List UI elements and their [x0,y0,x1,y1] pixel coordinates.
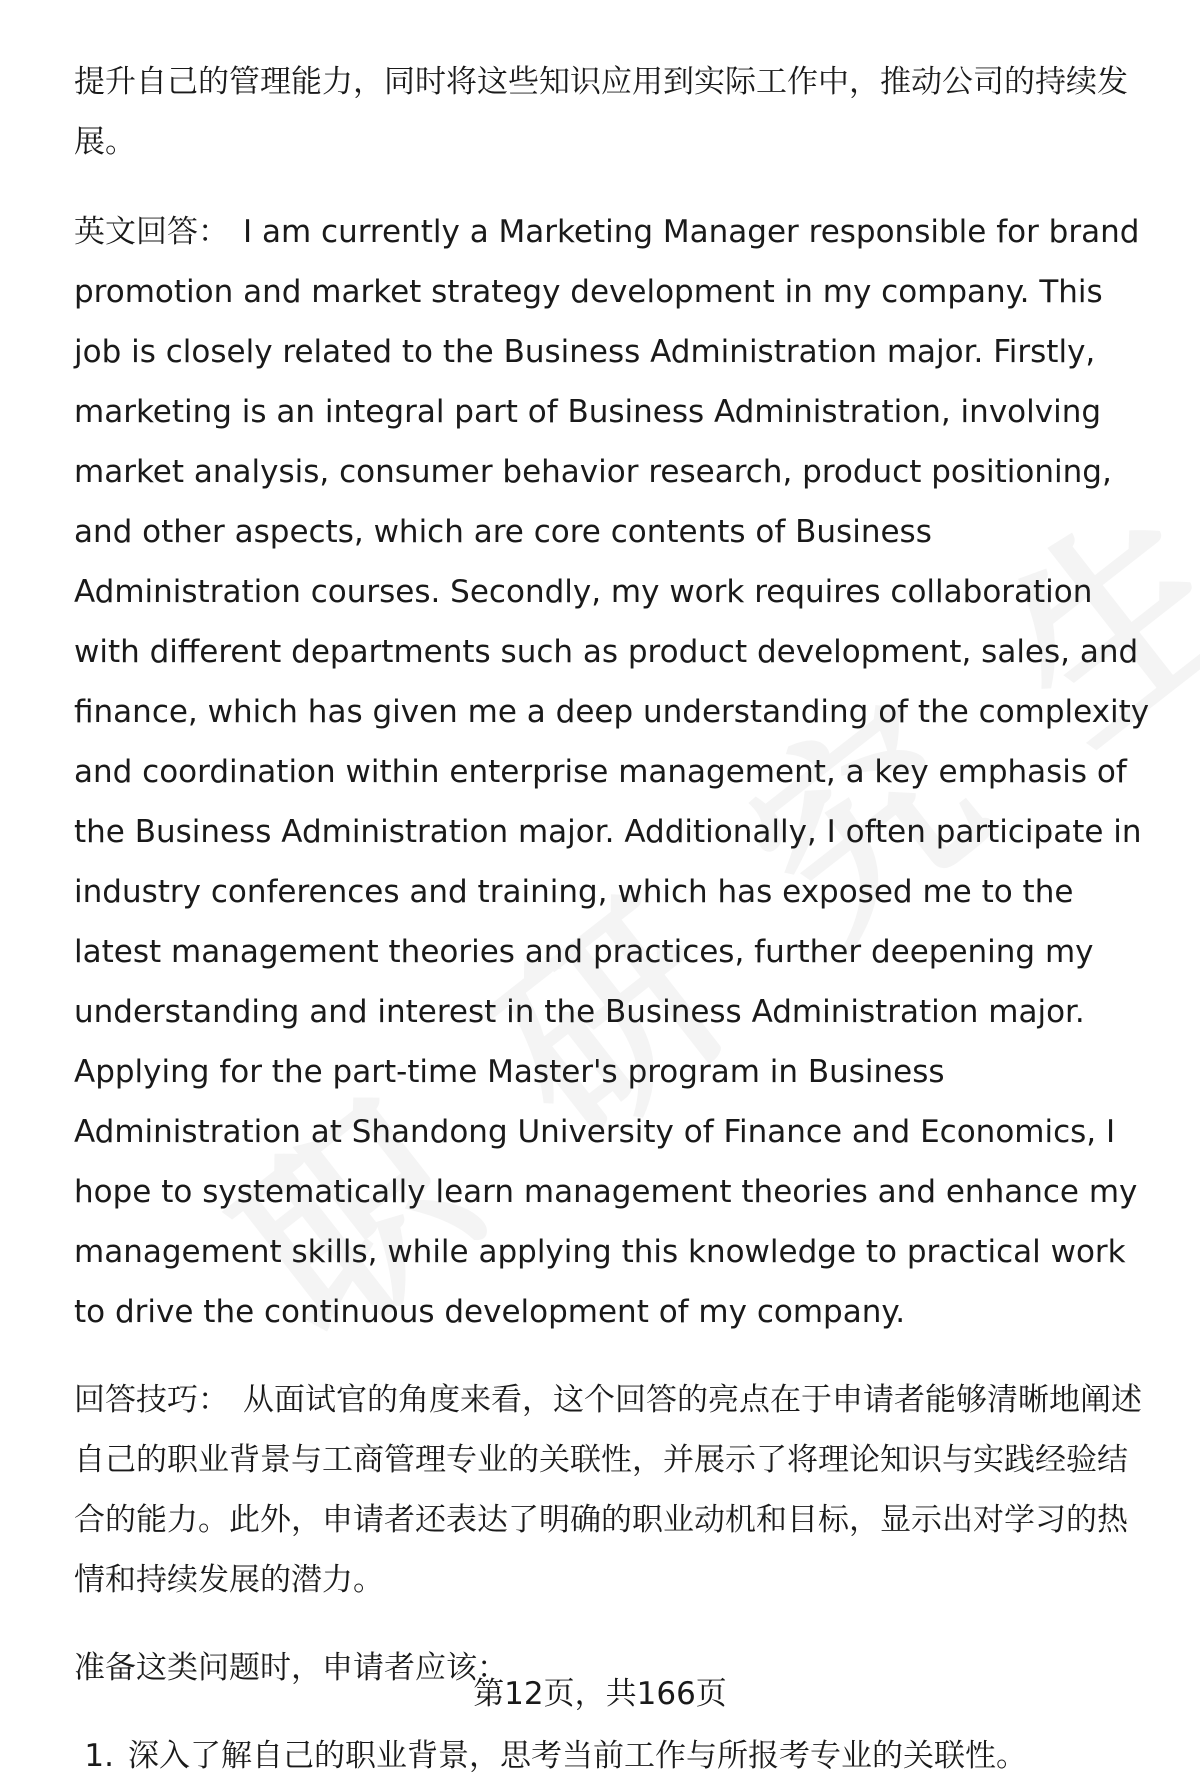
list-item [74,1726,1154,1786]
list-item-number: 1. [84,1738,114,1774]
preparation-intro-text: 准备这类问题时，申请者应该： [74,1650,508,1686]
intro-text: 提升自己的管理能力，同时将这些知识应用到实际工作中，推动公司的持续发展。 [74,64,1128,160]
answer-tips-paragraph [74,1370,1154,1610]
english-answer-paragraph [74,202,1154,1342]
answer-tips-label: 回答技巧： [74,1382,229,1418]
english-answer-label: 英文回答： [74,214,229,250]
page-footer [0,1664,1200,1724]
list-item-text: 深入了解自己的职业背景，思考当前工作与所报考专业的关联性。 [128,1738,1027,1774]
intro-paragraph [74,52,1154,172]
preparation-list [74,1726,1154,1786]
page-number-label: 第12页，共166页 [473,1676,727,1712]
english-answer-text: I am currently a Marketing Manager responsible for brand promotion and market strategy development in my company. This job is closely related to the Business Administration major. Firstly, marketing is an integral part of Business Administration, involving market analysis, consumer behavior research, product positioning, and other aspects, which are core contents of Business Administration courses. Secondly, my work requires collaboration with different departments such as product development, sales, and finance, which has given me a deep understanding of the complexity and coordination within enterprise management, a key emphasis of the Business Administration major. Additionally, I often participate in industry conferences and training, which has exposed me to the latest management theories and practices, further deepening my understanding and interest in the Business Administration major. Applying for the part-time Master's program in Business Administration at Shandong University of Finance and Economics, I hope to systematically learn management theories and enhance my management skills, while applying this knowledge to practical work to drive the continuous development of my company. [74,214,1150,1330]
page-content [74,52,1154,1786]
answer-tips-text: 从面试官的角度来看，这个回答的亮点在于申请者能够清晰地阐述自己的职业背景与工商管理专业的关联性，并展示了将理论知识与实践经验结合的能力。此外，申请者还表达了明确的职业动机和目标，显示出对学习的热情和持续发展的潜力。 [74,1382,1142,1598]
